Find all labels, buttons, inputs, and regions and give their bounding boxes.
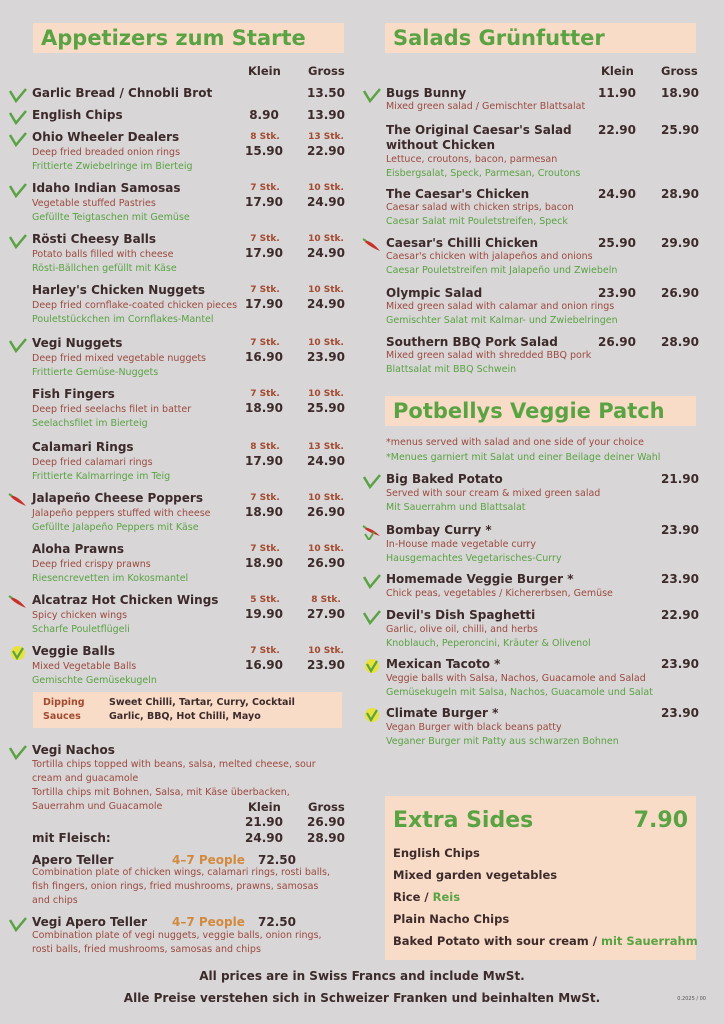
item-qty-small: 7 Stk.	[250, 285, 280, 295]
item-price-large: 18.90	[661, 86, 699, 100]
vegetarian-icon	[362, 573, 382, 589]
item-desc-de: Frittierte Zwiebelringe im Bierteig	[32, 161, 193, 172]
footer-line-1: All prices are in Swiss Francs and include MwSt.	[199, 969, 525, 983]
item-desc: Garlic, olive oil, chilli, and herbs	[386, 624, 538, 635]
vegetarian-icon	[362, 609, 382, 625]
item-name: Vegi Nuggets	[32, 336, 123, 350]
vegetarian-icon	[8, 87, 28, 103]
item-desc: Mixed green salad with calamar and onion rings	[386, 301, 615, 312]
item-qty-large: 13 Stk.	[308, 132, 344, 142]
item-qty-small: 7 Stk.	[250, 338, 280, 348]
extra-side-item	[393, 846, 480, 860]
extra-side-text: Mixed garden vegetables	[393, 868, 558, 882]
vegetarian-icon	[8, 916, 28, 932]
item-name: Ohio Wheeler Dealers	[32, 130, 180, 144]
item-price-large: 26.90	[661, 286, 699, 300]
item-desc: Deep fried cornflake-coated chicken pieces	[32, 300, 238, 311]
vegi-apero-name: Vegi Apero Teller	[32, 915, 148, 929]
chili-pepper-icon	[362, 524, 382, 540]
item-price-large: 13.50	[307, 86, 345, 100]
item-desc-de: Knoblauch, Peperoncini, Kräuter & Olivenol	[386, 638, 591, 649]
nachos-meat-price-small: 24.90	[245, 831, 283, 845]
item-name: The Original Caesar's Salad	[386, 123, 572, 137]
apero-price: 72.50	[258, 853, 296, 867]
extra-sides-box	[385, 796, 696, 960]
item-desc-de: Gemischte Gemüsekugeln	[32, 675, 157, 686]
item-name: Garlic Bread / Chnobli Brot	[32, 86, 213, 100]
apero-desc-2: fish fingers, onion rings, fried mushrooms, prawns, samosas	[32, 881, 319, 892]
item-price-small: 17.90	[245, 246, 283, 260]
item-qty-large: 10 Stk.	[308, 285, 344, 295]
item-name: Caesar's Chilli Chicken	[386, 236, 539, 250]
item-desc-de: Pouletstückchen im Cornflakes-Mantel	[32, 314, 214, 325]
extra-side-text: Plain Nacho Chips	[393, 912, 510, 926]
vegetarian-icon	[362, 473, 382, 489]
item-name: Alcatraz Hot Chicken Wings	[32, 593, 219, 607]
item-desc: Veggie balls with Salsa, Nachos, Guacamole and Salad	[386, 673, 646, 684]
item-price-large: 27.90	[307, 607, 345, 621]
extra-side-text-de: Reis	[432, 890, 461, 904]
item-desc: Chick peas, vegetables / Kichererbsen, Gemüse	[386, 588, 613, 599]
nachos-name: Vegi Nachos	[32, 743, 115, 757]
vegetarian-icon	[8, 182, 28, 198]
apero-people: 4–7 People	[172, 853, 245, 867]
vegetarian-icon	[8, 109, 28, 125]
item-desc: Caesar salad with chicken strips, bacon	[386, 202, 574, 213]
item-price-large: 25.90	[661, 123, 699, 137]
appetizers-col-large: Gross	[308, 64, 345, 78]
item-name: Harley's Chicken Nuggets	[32, 283, 206, 297]
nachos-desc-1: Tortilla chips topped with beans, salsa, melted cheese, sour	[32, 759, 316, 770]
item-desc-de: Frittierte Gemüse-Nuggets	[32, 367, 159, 378]
nachos-col-large: Gross	[308, 800, 345, 814]
dipping-line-2: Garlic, BBQ, Hot Chilli, Mayo	[109, 711, 261, 722]
item-price-small: 17.90	[245, 297, 283, 311]
item-qty-large: 10 Stk.	[308, 389, 344, 399]
item-desc: Vegan Burger with black beans patty	[386, 722, 562, 733]
item-name: Devil's Dish Spaghetti	[386, 608, 536, 622]
item-price-large: 28.90	[661, 187, 699, 201]
item-price: 21.90	[661, 472, 699, 486]
dipping-sauces-box	[33, 692, 342, 728]
vegi-apero-people: 4–7 People	[172, 915, 245, 929]
item-name: Homemade Veggie Burger *	[386, 572, 574, 586]
apero-desc-3: and chips	[32, 895, 78, 906]
item-name: Fish Fingers	[32, 387, 115, 401]
nachos-meat-price-large: 28.90	[307, 831, 345, 845]
item-price-large: 22.90	[307, 144, 345, 158]
item-qty-small: 7 Stk.	[250, 183, 280, 193]
salads-col-small: Klein	[601, 64, 634, 78]
item-name: Climate Burger *	[386, 706, 499, 720]
item-desc: Deep fried calamari rings	[32, 457, 153, 468]
salads-title: Salads Grünfutter	[385, 23, 696, 53]
item-price-small: 16.90	[245, 658, 283, 672]
extra-side-text: Rice /	[393, 890, 433, 904]
chili-pepper-icon	[8, 492, 28, 508]
item-desc-de: Hausgemachtes Vegetarisches-Curry	[386, 553, 562, 564]
item-qty-large: 10 Stk.	[308, 234, 344, 244]
vegi-apero-desc-2: rosti balls, fried mushrooms, samosas and chips	[32, 944, 261, 955]
nachos-price-small: 21.90	[245, 815, 283, 829]
veggie-patch-note-de: *Menues garniert mit Salat und einer Beilage deiner Wahl	[386, 452, 661, 463]
item-price-large: 25.90	[307, 401, 345, 415]
extra-side-item	[393, 912, 509, 926]
item-desc-de: Veganer Burger mit Patty aus schwarzen Bohnen	[386, 736, 619, 747]
item-price-large: 24.90	[307, 454, 345, 468]
item-desc: In-House made vegetable curry	[386, 539, 536, 550]
item-qty-small: 8 Stk.	[250, 442, 280, 452]
item-qty-large: 10 Stk.	[308, 646, 344, 656]
item-price-large: 23.90	[307, 658, 345, 672]
vegan-icon	[362, 707, 382, 723]
item-desc: Mixed green salad with shredded BBQ pork	[386, 350, 592, 361]
item-desc: Mixed green salad / Gemischter Blattsalat	[386, 101, 586, 112]
veggie-patch-title: Potbellys Veggie Patch	[385, 396, 696, 426]
item-price: 23.90	[661, 523, 699, 537]
extra-side-item	[393, 868, 557, 882]
item-desc: Jalapeño peppers stuffed with cheese	[32, 508, 211, 519]
item-name: Bombay Curry *	[386, 523, 492, 537]
chili-pepper-icon	[362, 237, 382, 253]
item-name: Rösti Cheesy Balls	[32, 232, 157, 246]
item-qty-large: 10 Stk.	[308, 493, 344, 503]
item-desc-de: Gemischter Salat mit Kalmar- und Zwiebelringen	[386, 315, 618, 326]
item-desc: Caesar's chicken with jalapeños and onions	[386, 251, 593, 262]
item-qty-small: 5 Stk.	[250, 595, 280, 605]
nachos-desc-3: Tortilla chips mit Bohnen, Salsa, mit Käse überbacken,	[32, 787, 290, 798]
item-price-small: 23.90	[598, 286, 636, 300]
item-name-line-2: without Chicken	[386, 138, 496, 152]
item-price-small: 17.90	[245, 195, 283, 209]
item-desc-de: Caesar Pouletstreifen mit Jalapeño und Zwiebeln	[386, 265, 618, 276]
item-desc-de: Seelachsfilet im Bierteig	[32, 418, 148, 429]
item-desc-de: Gefüllte Teigtaschen mit Gemüse	[32, 212, 190, 223]
item-price: 23.90	[661, 657, 699, 671]
item-qty-small: 8 Stk.	[250, 132, 280, 142]
dipping-line-1: Sweet Chilli, Tartar, Curry, Cocktail	[109, 697, 295, 708]
appetizers-col-small: Klein	[248, 64, 281, 78]
nachos-price-large: 26.90	[307, 815, 345, 829]
item-name: Calamari Rings	[32, 440, 134, 454]
item-price-small: 17.90	[245, 454, 283, 468]
item-desc: Deep fried mixed vegetable nuggets	[32, 353, 207, 364]
item-name: Idaho Indian Samosas	[32, 181, 181, 195]
veggie-patch-note: *menus served with salad and one side of your choice	[386, 437, 644, 448]
vegi-apero-price: 72.50	[258, 915, 296, 929]
item-name: Veggie Balls	[32, 644, 115, 658]
dipping-label: Dipping	[43, 697, 85, 708]
extra-side-text: Baked Potato with sour cream /	[393, 934, 601, 948]
item-price: 22.90	[661, 608, 699, 622]
vegi-apero-desc-1: Combination plate of vegi nuggets, veggie balls, onion rings,	[32, 930, 322, 941]
nachos-desc-4: Sauerrahm und Guacamole	[32, 801, 163, 812]
item-desc-de: Scharfe Pouletflügeli	[32, 624, 130, 635]
vegetarian-icon	[362, 87, 382, 103]
item-price-small: 11.90	[598, 86, 636, 100]
item-name: Jalapeño Cheese Poppers	[32, 491, 203, 505]
item-qty-small: 7 Stk.	[250, 389, 280, 399]
item-price: 23.90	[661, 572, 699, 586]
item-price-small: 16.90	[245, 350, 283, 364]
item-desc-de: Blattsalat mit BBQ Schwein	[386, 364, 517, 375]
item-price-small: 19.90	[245, 607, 283, 621]
extra-sides-price: 7.90	[633, 808, 688, 833]
item-qty-large: 8 Stk.	[311, 595, 341, 605]
item-price-small: 24.90	[598, 187, 636, 201]
item-qty-small: 7 Stk.	[250, 234, 280, 244]
item-price-large: 28.90	[661, 335, 699, 349]
item-desc-de: Riesencrevetten im Kokosmantel	[32, 573, 189, 584]
item-price-small: 26.90	[598, 335, 636, 349]
item-name: The Caesar's Chicken	[386, 187, 530, 201]
extra-side-item	[393, 934, 698, 948]
item-price-small: 18.90	[245, 556, 283, 570]
item-desc-de: Mit Sauerrahm und Blattsalat	[386, 502, 526, 513]
item-price-small: 18.90	[245, 401, 283, 415]
vegan-icon	[8, 645, 28, 661]
item-desc: Deep fried seelachs filet in batter	[32, 404, 192, 415]
extra-side-text-de: mit Sauerrahm	[601, 934, 698, 948]
item-price-small: 8.90	[249, 108, 279, 122]
vegan-icon	[362, 658, 382, 674]
extra-side-text: English Chips	[393, 846, 480, 860]
appetizers-title: Appetizers zum Starte	[33, 23, 344, 53]
item-name: Mexican Tacoto *	[386, 657, 501, 671]
nachos-desc-2: cream and guacamole	[32, 773, 139, 784]
sauces-label: Sauces	[43, 711, 81, 722]
item-qty-large: 10 Stk.	[308, 183, 344, 193]
item-name: Southern BBQ Pork Salad	[386, 335, 558, 349]
vegetarian-icon	[8, 233, 28, 249]
item-qty-small: 7 Stk.	[250, 544, 280, 554]
extra-sides-title: Extra Sides	[393, 808, 534, 833]
item-price-large: 23.90	[307, 350, 345, 364]
item-desc: Served with sour cream & mixed green salad	[386, 488, 601, 499]
salads-col-large: Gross	[661, 64, 698, 78]
item-desc: Lettuce, croutons, bacon, parmesan	[386, 154, 558, 165]
item-price-large: 24.90	[307, 297, 345, 311]
item-name: Big Baked Potato	[386, 472, 503, 486]
item-price-large: 24.90	[307, 246, 345, 260]
apero-name: Apero Teller	[32, 853, 114, 867]
item-price-large: 26.90	[307, 556, 345, 570]
item-price-small: 15.90	[245, 144, 283, 158]
item-desc: Deep fried crispy prawns	[32, 559, 151, 570]
item-desc: Vegetable stuffed Pastries	[32, 198, 156, 209]
nachos-col-small: Klein	[248, 800, 281, 814]
item-name: Bugs Bunny	[386, 86, 467, 100]
item-desc: Spicy chicken wings	[32, 610, 128, 621]
item-desc-de: Eisbergsalat, Speck, Parmesan, Croutons	[386, 168, 581, 179]
item-desc: Mixed Vegetable Balls	[32, 661, 137, 672]
item-desc-de: Gemüsekugeln mit Salsa, Nachos, Guacamole und Salat	[386, 687, 653, 698]
item-desc-de: Caesar Salat mit Pouletstreifen, Speck	[386, 216, 568, 227]
item-price-large: 29.90	[661, 236, 699, 250]
item-qty-small: 7 Stk.	[250, 646, 280, 656]
item-desc: Deep fried breaded onion rings	[32, 147, 181, 158]
item-price-large: 13.90	[307, 108, 345, 122]
item-desc: Potato balls filled with cheese	[32, 249, 174, 260]
item-price-large: 26.90	[307, 505, 345, 519]
item-qty-large: 10 Stk.	[308, 338, 344, 348]
item-name: Aloha Prawns	[32, 542, 125, 556]
item-price: 23.90	[661, 706, 699, 720]
item-desc-de: Frittierte Kalmarringe im Teig	[32, 471, 171, 482]
footer-code: 0.2025 / 00	[677, 996, 706, 1002]
vegetarian-icon	[8, 131, 28, 147]
extra-side-item	[393, 890, 460, 904]
item-desc-de: Gefüllte Jalapeño Peppers mit Käse	[32, 522, 199, 533]
vegetarian-icon	[8, 744, 28, 760]
item-desc-de: Rösti-Bällchen gefüllt mit Käse	[32, 263, 177, 274]
item-qty-small: 7 Stk.	[250, 493, 280, 503]
item-qty-large: 10 Stk.	[308, 544, 344, 554]
item-name: English Chips	[32, 108, 123, 122]
item-price-large: 24.90	[307, 195, 345, 209]
item-price-small: 25.90	[598, 236, 636, 250]
item-price-small: 22.90	[598, 123, 636, 137]
item-price-small: 18.90	[245, 505, 283, 519]
vegetarian-icon	[8, 337, 28, 353]
chili-pepper-icon	[8, 594, 28, 610]
item-name: Olympic Salad	[386, 286, 483, 300]
item-qty-large: 13 Stk.	[308, 442, 344, 452]
apero-desc-1: Combination plate of chicken wings, calamari rings, rosti balls,	[32, 867, 330, 878]
footer-line-2: Alle Preise verstehen sich in Schweizer Franken und beinhalten MwSt.	[123, 991, 601, 1005]
nachos-meat-label: mit Fleisch:	[32, 831, 111, 845]
